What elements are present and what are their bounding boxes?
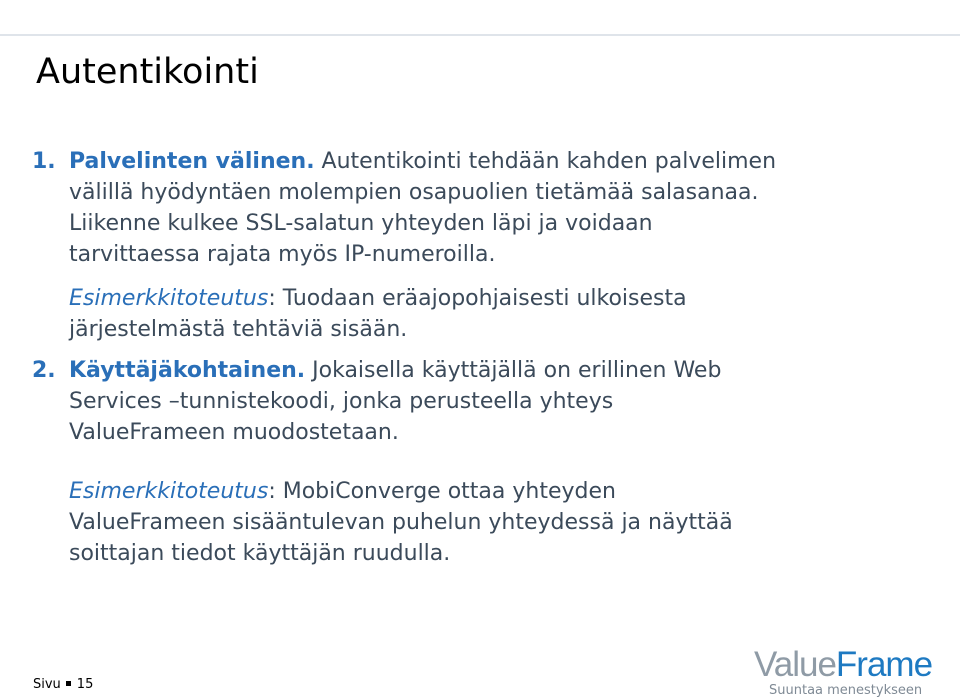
list-item-2-line-2: Services –tunnistekoodi, jonka perusteella yhteys (69, 389, 614, 414)
list-item-1 (32, 146, 932, 345)
list-item-2-number: 2. (32, 358, 56, 383)
list-item-2-example-line-2: ValueFrameen sisääntulevan puhelun yhteydessä ja näyttää (69, 510, 733, 535)
page-label: Sivu (33, 677, 61, 692)
list-item-2-line-1-rest: Jokaisella käyttäjällä on erillinen Web (305, 358, 722, 383)
list-item-2-line-3: ValueFrameen muodostetaan. (69, 420, 399, 445)
list-item-1-line-1-rest: Autentikointi tehdään kahden palvelimen (314, 149, 777, 174)
list-item-1-example-label: Esimerkkitoteutus (69, 286, 269, 311)
list-item-1-example-line-2: järjestelmästä tehtäviä sisään. (69, 317, 408, 342)
list-item-2 (32, 355, 932, 569)
slide-top-band (0, 0, 960, 34)
square-bullet-icon (66, 681, 71, 686)
list-item-2-text (69, 355, 932, 448)
slide-body (32, 146, 932, 569)
list-item-2-example-line-3: soittajan tiedot käyttäjän ruudulla. (69, 541, 451, 566)
logo-wordmark (754, 646, 932, 684)
valueframe-logo (754, 646, 934, 698)
slide-top-divider (0, 34, 960, 36)
spacer (32, 345, 932, 355)
list-item-1-text (69, 146, 932, 270)
list-item-1-line-3: Liikenne kulkee SSL-salatun yhteyden läpi ja voidaan (69, 211, 653, 236)
list-item-1-line-4: tarvittaessa rajata myös IP-numeroilla. (69, 242, 496, 267)
logo-wordmark-value: Value (754, 645, 836, 684)
list-item-2-example (69, 476, 932, 569)
page-indicator (33, 677, 93, 693)
spacer (32, 448, 932, 476)
logo-wordmark-frame: Frame (835, 645, 933, 684)
list-item-2-line-1 (69, 355, 932, 386)
list-item-1-line-2: välillä hyödyntäen molempien osapuolien tietämää salasanaa. (69, 180, 759, 205)
list-item-2-example-label: Esimerkkitoteutus (69, 479, 269, 504)
list-item-1-number: 1. (32, 149, 56, 174)
list-item-1-lead: Palvelinten välinen. (69, 149, 315, 174)
list-item-1-example-line-1-rest: : Tuodaan eräajopohjaisesti ulkoisesta (268, 286, 687, 311)
list-item-2-example-line-1 (69, 476, 932, 507)
list-item-1-example-line-1 (69, 283, 932, 314)
list-item-1-line-1 (69, 146, 932, 177)
list-item-2-lead: Käyttäjäkohtainen. (69, 358, 306, 383)
list-item-2-example-line-1-rest: : MobiConverge ottaa yhteyden (268, 479, 616, 504)
list-item-1-example (69, 283, 932, 345)
logo-tagline: Suuntaa menestykseen (769, 683, 923, 698)
slide-title: Autentikointi (36, 52, 259, 92)
page-number: 15 (76, 677, 94, 692)
